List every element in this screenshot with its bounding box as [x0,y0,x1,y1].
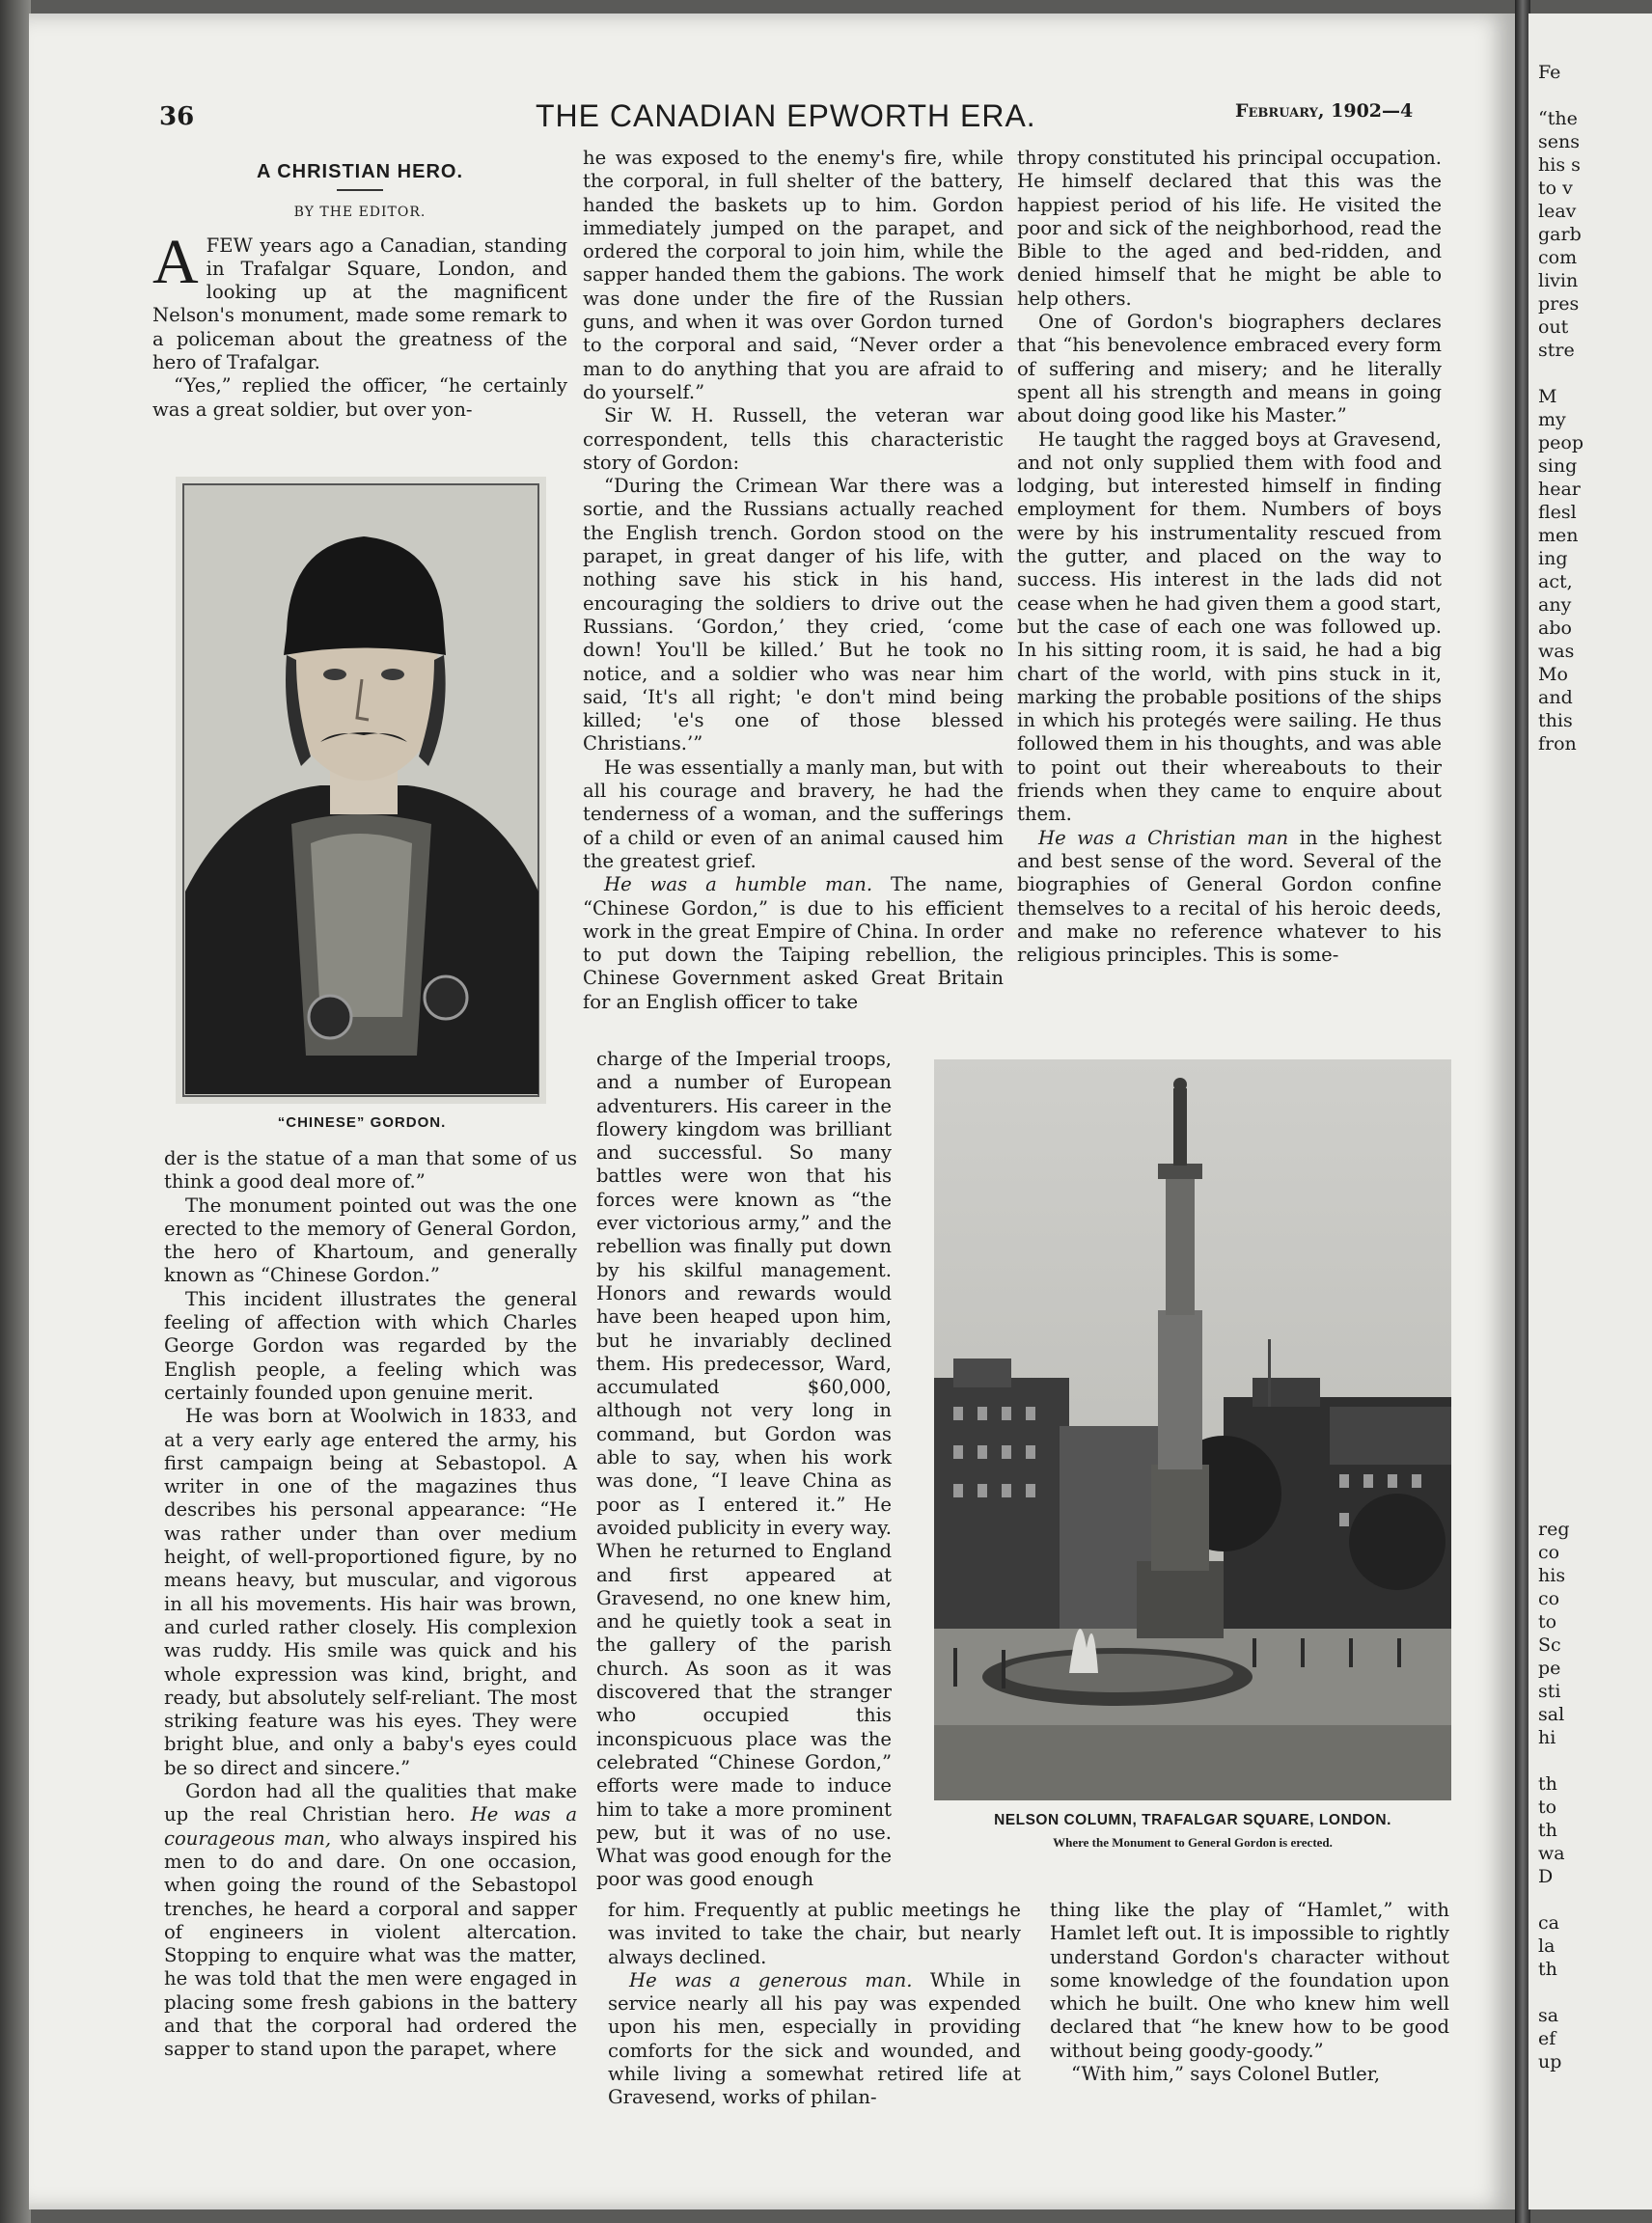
paragraph: He was essentially a manly man, but with all his courage and bravery, he had the tenderness of a woman, and the sufferings of a child or even of an animal caused him the greatest grief. [583,755,1004,872]
next-page-line: flesl [1538,502,1577,523]
next-page-line: co [1538,1542,1560,1563]
next-page-line: D [1538,1866,1554,1887]
paragraph: He was a humble man. The name, “Chinese Gordon,” is due to his efficient work in the great Empire of China. In order to put down the Taiping rebellion, the Chinese Government asked Great Britain for an English officer to take [583,873,1005,1013]
next-page-line: my [1538,409,1566,430]
next-page-line: leav [1538,201,1577,222]
next-page-line: th [1538,1959,1557,1980]
next-page-line: any [1538,594,1572,616]
paragraph: One of Gordon's biographers declares that “his benevolence embraced every form of suffering and misery; and he literally spent all his strength and means in going about doing good like his Master.” [1017,311,1442,427]
paragraph: “Yes,” replied the officer, “he certainly was a great soldier, but over yon- [152,374,567,421]
next-page-line: co [1538,1588,1560,1609]
paragraph: AFEW years ago a Canadian, standing in Trafalgar Square, London, and looking up at the magnificent Nelson's monument, made some remark to a policeman about the greatness of the hero of Trafalgar. [152,226,567,374]
next-page-text-bottom [1538,1519,1570,2074]
next-page-line: to [1538,1797,1557,1818]
next-page-line: th [1538,1820,1557,1841]
nelson-column-caption: NELSON COLUMN, TRAFALGAR SQUARE, LONDON. [994,1812,1391,1828]
next-page-line: Mo [1538,664,1568,685]
next-page-line: garb [1538,224,1582,245]
next-page-line [1538,363,1583,386]
next-page-line: pe [1538,1658,1561,1679]
next-page-line: men [1538,525,1579,546]
next-page-line: la [1538,1935,1556,1957]
next-page-line: ef [1538,2028,1556,2049]
next-page-text-top [1538,62,1583,756]
next-page-line: ing [1538,548,1568,569]
paragraph: for him. Frequently at public meetings he was invited to take the chair, but nearly always declined. [608,1899,1021,1968]
next-page-line: M [1538,386,1557,407]
next-page-line: ca [1538,1912,1559,1934]
portrait-caption: “CHINESE” GORDON. [277,1114,447,1131]
next-page-line: hear [1538,479,1581,500]
next-page-line: pres [1538,293,1580,315]
next-page-line: stre [1538,340,1575,361]
portrait-illustration [176,477,546,1104]
next-page-line: wa [1538,1843,1565,1864]
next-page-line: up [1538,2051,1562,2072]
next-page-line: Sc [1538,1634,1561,1656]
next-page-line: th [1538,1773,1557,1795]
next-page-line: fron [1538,733,1577,755]
next-page-line: com [1538,247,1578,268]
next-page-line: and [1538,687,1573,708]
next-page-line: peop [1538,432,1584,453]
paragraph: der is the statue of a man that some of us think a good deal more of.” [164,1147,577,1194]
article-title: A CHRISTIAN HERO. [256,161,464,182]
paragraph: Sir W. H. Russell, the veteran war correspondent, tells this characteristic story of Gordon: [583,404,1004,474]
page-number: 36 [159,102,195,131]
nelson-column-photo [934,1059,1451,1800]
paragraph: he was exposed to the enemy's fire, while the corporal, in full shelter of the battery, handed the baskets up to him. Gordon immediately jumped on the parapet, and ordered the corporal to join him, while the sapper handed them the gabions. The work was done under the fire of the Russian guns, and when it was over Gordon turned to the corporal and said, “Never order a man to do anything that you are afraid to do yourself.” [583,147,1004,403]
paragraph: Gordon had all the qualities that make up the real Christian hero. He was a courageous man, who always inspired his men to do and dare. On one occasion, when going the round of the Sebastopol trenches, he heard a corporal and sapper of engineers in violent altercation. Stopping to enquire what was the matter, he was told that the men were engaged in placing some fresh gabions in the battery and that the corporal had ordered the sapper to stand upon the parapet, where [164,1780,578,2061]
next-page-line: sing [1538,455,1578,477]
issue-date: February, 1902—4 [1235,100,1414,122]
next-page-line: abo [1538,618,1572,639]
nelson-column-subcaption: Where the Monument to General Gordon is erected. [1053,1835,1333,1850]
next-page-line: his s [1538,154,1581,176]
next-page-edge [1528,14,1652,2209]
paragraph: charge of the Imperial troops, and a number of European adventurers. His career in the flowery kingdom was brilliant and successful. So many battles were won that his forces were known as “the ever victorious army,” and the rebellion was finally put down by his skilful management. Honors and rewards would have been heaped upon him, but he invariably declined them. His predecessor, Ward, accumulated $60,000, although not very long in command, but Gordon was able to say, when his work was done, “I leave China as poor as I entered it.” He avoided publicity in every way. When he returned to England and first appeared at Gravesend, no one knew him, and he quietly took a seat in the gallery of the parish church. As soon as it was discovered that the stranger who occupied this inconspicuous place was the celebrated “Chinese Gordon,” efforts were made to induce him to take a more prominent pew, but it was of no use. What was good enough for the poor was good enough [596,1048,892,1891]
paragraph: “With him,” says Colonel Butler, [1071,2063,1381,2086]
next-page-line: sti [1538,1681,1561,1702]
next-page-line: act, [1538,571,1573,592]
next-page-line: Fe [1538,62,1561,83]
next-page-line [1538,85,1583,108]
title-rule [337,189,383,191]
next-page-line [1538,1982,1570,2005]
next-page-line: this [1538,710,1573,731]
magazine-page [29,14,1515,2209]
next-page-line: “the [1538,108,1578,129]
next-page-line: sal [1538,1704,1565,1725]
portrait-photo [176,477,546,1104]
next-page-line: out [1538,316,1569,338]
binding-shadow-left [0,0,31,2223]
column-1-top [152,154,567,422]
next-page-line: his [1538,1565,1566,1586]
nelson-column-illustration [934,1059,1451,1800]
paragraph: “During the Crimean War there was a sortie, and the Russians actually reached the English trench. Gordon stood on the parapet, in great danger of his life, with nothing save his stick in his hand, encouraging the soldiers to drive out the Russians. ‘Gordon,’ they cried, ‘come down! You'll be killed.’ But he took no notice, and a soldier who was near him said, ‘It's all right; 'e don't mind being killed; 'e's one of those blessed Christians.’” [583,475,1004,755]
next-page-line [1538,1889,1570,1912]
paragraph: This incident illustrates the general feeling of affection with which Charles George Gordon was regarded by the English people, a feeling which was certainly founded upon genuine merit. [164,1287,577,1404]
next-page-line: to v [1538,178,1573,199]
next-page-line: was [1538,641,1575,662]
paragraph: He was a Christian man in the highest and best sense of the word. Several of the biographies of General Gordon confine themselves to a recital of his heroic deeds, and make no reference whatever to his religious principles. This is some- [1017,826,1442,967]
column-2 [583,147,1004,1014]
next-page-line: hi [1538,1727,1556,1748]
next-page-line: livin [1538,270,1579,291]
paragraph: He taught the ragged boys at Gravesend, and not only supplied them with food and lodging, but interested himself in finding employment for them. Numbers of boys were by his instrumentality rescued from the gutter, and placed on the way to success. His interest in the lads did not cease when he had given them a good start, but the case of each one was followed up. In his sitting room, it is said, he had a big chart of the world, with pins stuck in it, marking the probable positions of the ships in which his protegés were sailing. He thus followed them in his thoughts, and was able to point out their whereabouts to their friends when they came to enquire about them. [1017,427,1442,826]
drop-cap: A [152,226,199,297]
paragraph: thing like the play of “Hamlet,” with Hamlet left out. It is impossible to rightly understand Gordon's character without some knowledge of the foundation upon which he built. One who knew him well declared that “he knew how to be good without being goody-goody.” [1050,1899,1449,2062]
next-page-line [1538,1750,1570,1773]
byline: BY THE EDITOR. [293,205,427,221]
column-2-narrow [596,1048,892,1892]
column-3-bottom [1050,1899,1449,2086]
paragraph: thropy constituted his principal occupation. He himself declared that this was the happiest period of his life. He visited the poor and sick of the neighborhood, read the Bible to the aged and bed-ridden, and denied himself that he might be able to help others. [1017,147,1442,310]
paragraph: The monument pointed out was the one erected to the memory of General Gordon, the hero of Khartoum, and generally known as “Chinese Gordon.” [164,1194,577,1287]
next-page-line: reg [1538,1519,1570,1540]
next-page-line: to [1538,1611,1557,1633]
paragraph: He was a generous man. While in service nearly all his pay was expended upon his men, especially in providing comforts for the sick and wounded, and while living a somewhat retired life at Gravesend, works of philan- [608,1968,1021,2109]
column-1-bottom [164,1147,577,2062]
next-page-line: sa [1538,2005,1559,2026]
column-2-bottom [608,1899,1021,2110]
paragraph: He was born at Woolwich in 1833, and at a very early age entered the army, his first campaign being at Sebastopol. A writer in one of the magazines thus describes his personal appearance: “He was rather under than over medium height, of well-proportioned figure, by no means heavy, but muscular, and vigorous in all his movements. His hair was brown, and curled rather closely. His complexion was ruddy. His smile was quick and his whole expression was kind, bright, and ready, but absolutely self-reliant. The most striking feature was his eyes. They were bright blue, and only a baby's eyes could be so direct and sincere.” [164,1405,577,1779]
publication-title: THE CANADIAN EPWORTH ERA. [536,98,1036,133]
next-page-line: sens [1538,131,1580,152]
column-3 [1017,147,1442,967]
